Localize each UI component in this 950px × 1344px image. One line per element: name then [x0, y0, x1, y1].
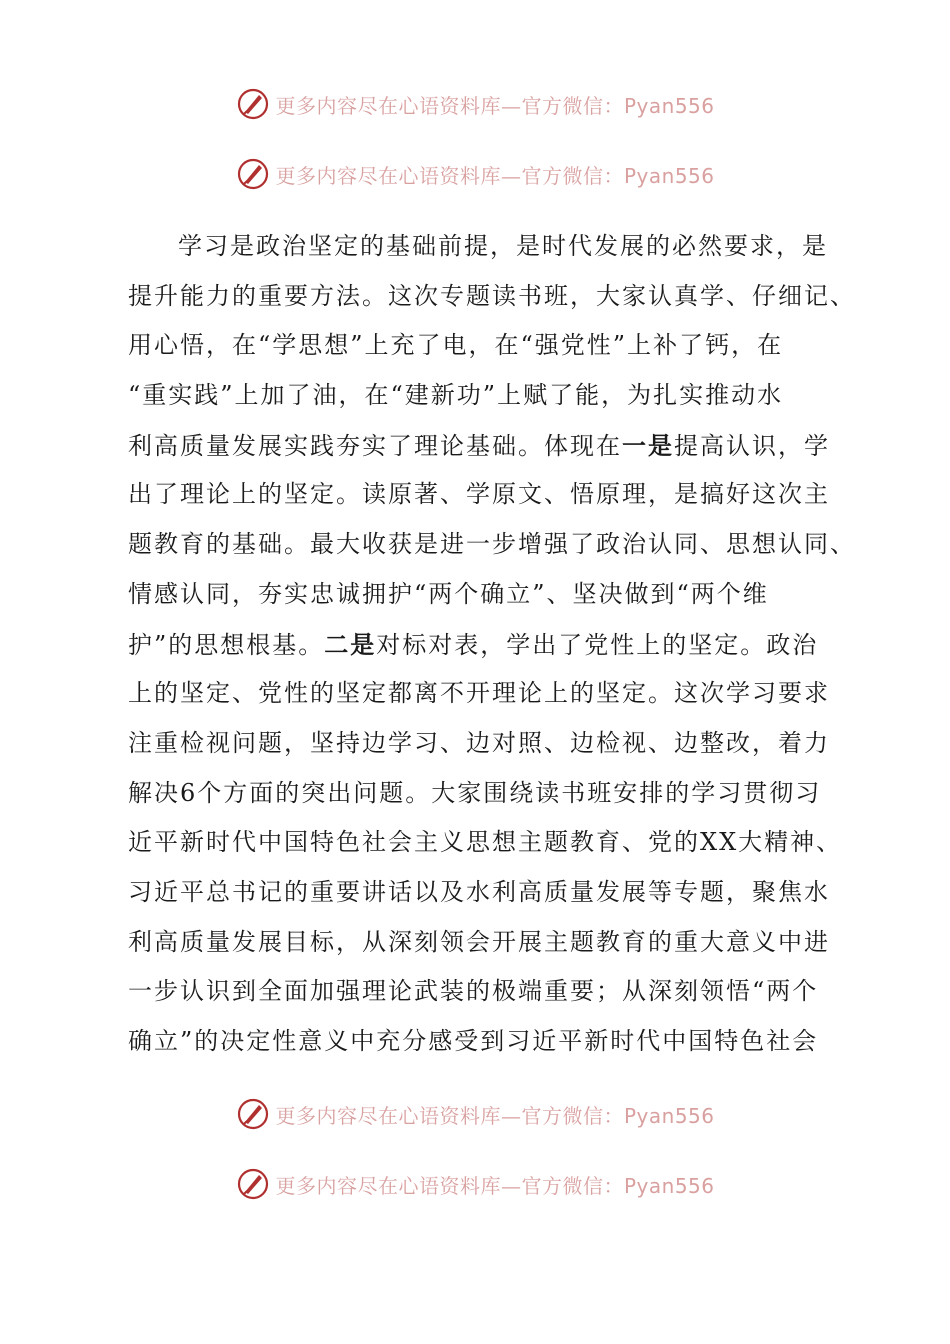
- watermark-label: 更多内容尽在心语资料库—官方微信：: [275, 93, 624, 118]
- text-line: [128, 818, 843, 868]
- watermark-handle: Pyan556: [623, 1173, 715, 1198]
- text-line: [128, 520, 856, 570]
- text-segment: 解决6个方面的突出问题。大家围绕读书班安排的学习贯彻习: [128, 778, 822, 807]
- text-segment: 利高质量发展目标，从深刻领会开展主题教育的重大意义中进: [128, 927, 830, 956]
- watermark-handle: Pyan556: [623, 93, 715, 118]
- text-line: [128, 272, 856, 322]
- text-line: [128, 669, 838, 719]
- watermark-banner-top-2: [0, 154, 950, 194]
- text-line: [128, 1017, 838, 1067]
- text-line: [128, 222, 838, 272]
- pen-nib-circle-icon: [235, 1166, 271, 1202]
- pen-nib-circle-icon: [235, 1096, 271, 1132]
- text-line: [128, 769, 838, 819]
- document-paragraph: [128, 222, 856, 1067]
- watermark-label: 更多内容尽在心语资料库—官方微信：: [275, 1173, 624, 1198]
- text-segment: 注重检视问题，坚持边学习、边对照、边检视、边整改，着力: [128, 728, 830, 757]
- text-line: [128, 470, 838, 520]
- text-segment: 提升能力的重要方法。这次专题读书班，大家认真学、仔细记、: [128, 281, 856, 310]
- watermark-banner-content: [235, 1096, 714, 1132]
- text-line: [128, 421, 838, 471]
- watermark-text: [275, 1170, 714, 1199]
- watermark-handle: Pyan556: [623, 163, 715, 188]
- text-line: [128, 868, 838, 918]
- text-segment: 护”的思想根基。: [128, 630, 325, 659]
- text-segment: 情感认同，夯实忠诚拥护“两个确立”、坚决做到“两个维: [128, 579, 769, 608]
- text-segment: 学习是政治坚定的基础前提，是时代发展的必然要求，是: [178, 232, 828, 260]
- watermark-banner-content: [235, 156, 714, 192]
- text-line: [128, 371, 838, 421]
- text-segment: 上的坚定、党性的坚定都离不开理论上的坚定。这次学习要求: [128, 679, 830, 708]
- text-segment: 提高认识，学: [674, 431, 830, 460]
- text-line: [128, 719, 838, 769]
- watermark-banner-bottom-1: [0, 1094, 950, 1134]
- bold-emphasis: 二是: [324, 629, 377, 659]
- pen-nib-circle-icon: [235, 86, 271, 122]
- text-segment: 利高质量发展实践夯实了理论基础。体现在: [128, 431, 622, 460]
- watermark-handle: Pyan556: [623, 1103, 715, 1128]
- text-segment: “重实践”上加了油，在“建新功”上赋了能，为扎实推动水: [128, 381, 784, 410]
- text-line: [128, 620, 838, 670]
- text-segment: 题教育的基础。最大收获是进一步增强了政治认同、思想认同、: [128, 530, 856, 559]
- watermark-text: [275, 160, 714, 189]
- text-segment: 一步认识到全面加强理论武装的极端重要；从深刻领悟“两个: [128, 977, 819, 1006]
- watermark-text: [275, 90, 714, 119]
- text-line: [128, 570, 838, 620]
- text-segment: 对标对表，学出了党性上的坚定。政治: [376, 630, 819, 659]
- watermark-text: [275, 1100, 714, 1129]
- text-line: [128, 967, 838, 1017]
- watermark-banner-content: [235, 1166, 714, 1202]
- text-line: [128, 321, 838, 371]
- text-segment: 出了理论上的坚定。读原著、学原文、悟原理，是搞好这次主: [128, 480, 830, 509]
- watermark-label: 更多内容尽在心语资料库—官方微信：: [275, 163, 624, 188]
- text-segment: 近平新时代中国特色社会主义思想主题教育、党的XX大精神、: [128, 828, 843, 857]
- watermark-banner-top-1: [0, 84, 950, 124]
- text-segment: 习近平总书记的重要讲话以及水利高质量发展等专题，聚焦水: [128, 877, 830, 906]
- bold-emphasis: 一是: [622, 430, 674, 460]
- text-line: [128, 918, 838, 968]
- text-segment: 用心悟，在“学思想”上充了电，在“强党性”上补了钙，在: [128, 331, 784, 360]
- watermark-banner-bottom-2: [0, 1164, 950, 1204]
- watermark-label: 更多内容尽在心语资料库—官方微信：: [275, 1103, 624, 1128]
- pen-nib-circle-icon: [235, 156, 271, 192]
- watermark-banner-content: [235, 86, 714, 122]
- text-segment: 确立”的决定性意义中充分感受到习近平新时代中国特色社会: [128, 1027, 819, 1055]
